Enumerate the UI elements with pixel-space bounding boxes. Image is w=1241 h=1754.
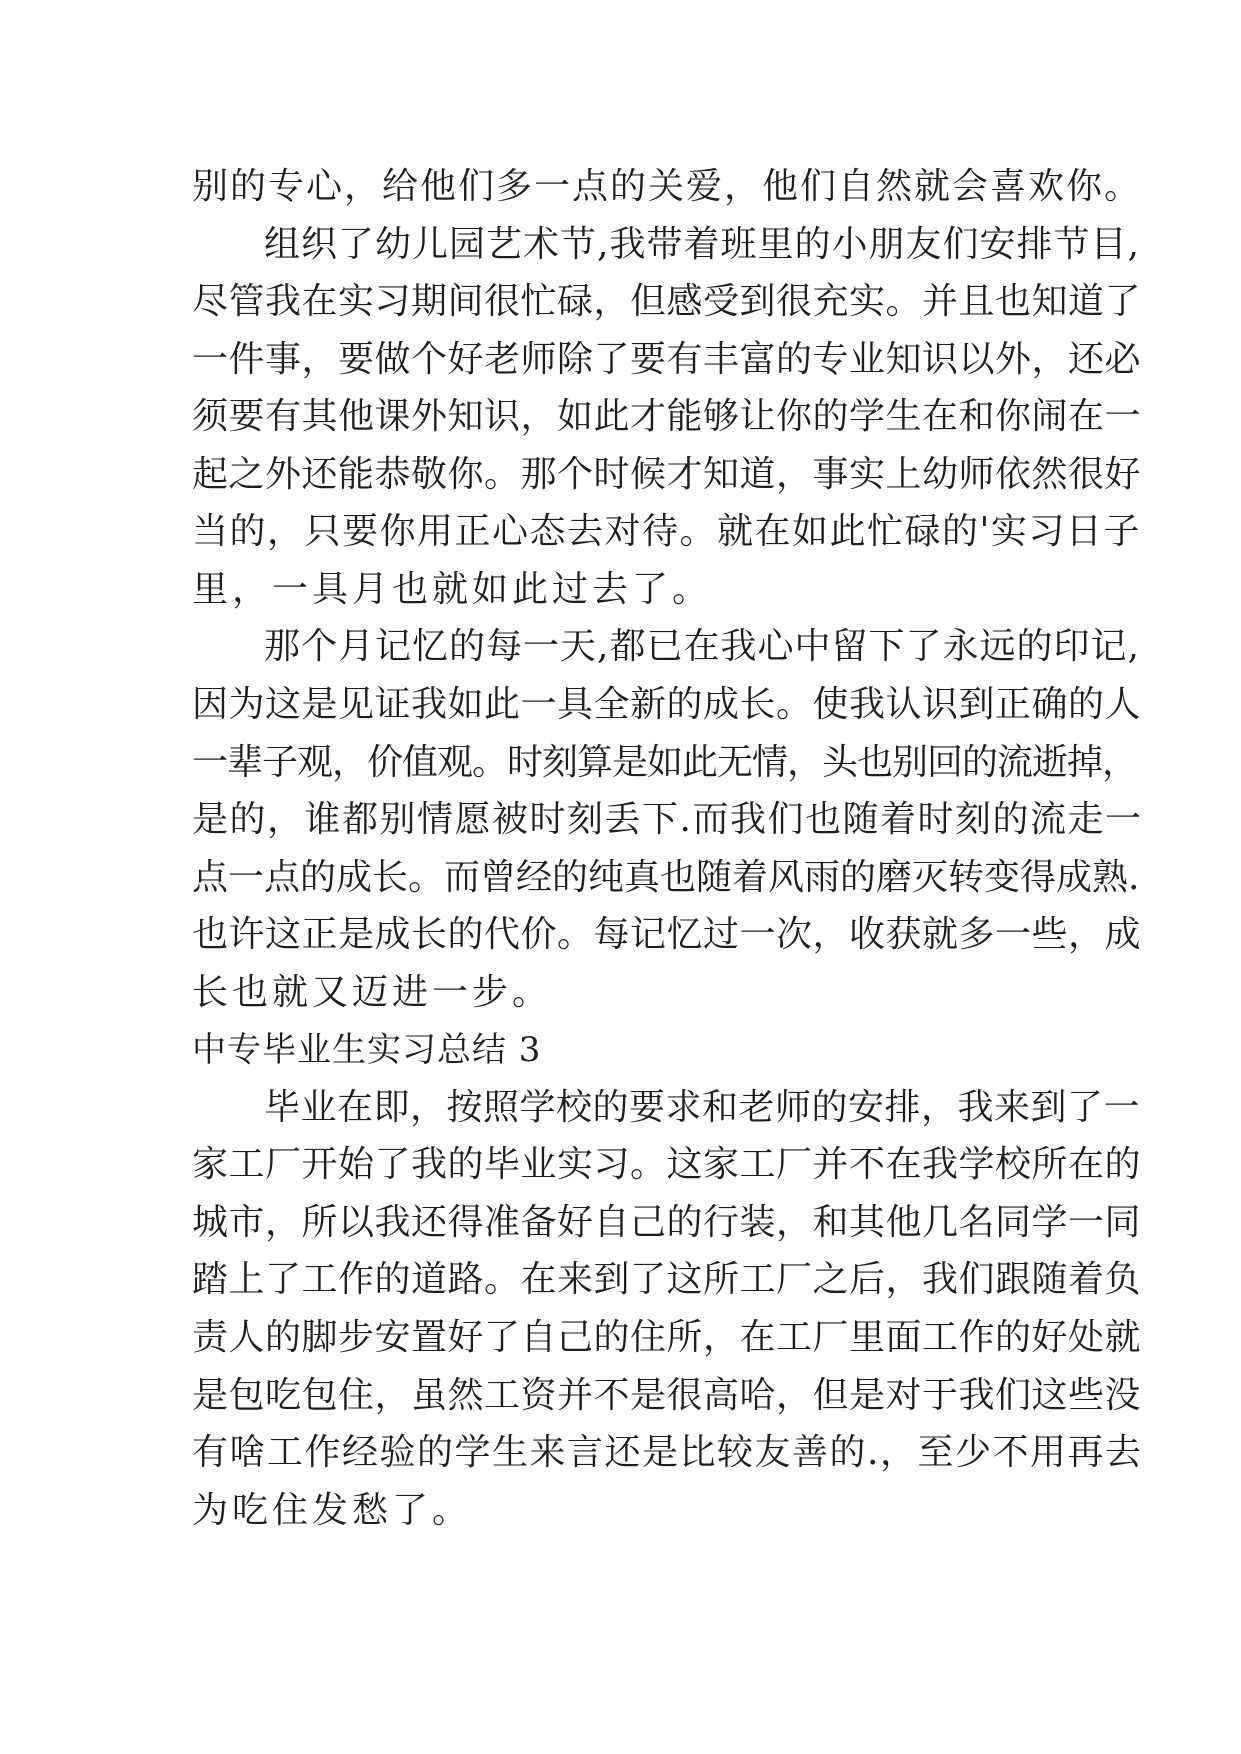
- text-line: 城市，所以我还得准备好自己的行装，和其他几名同学一同: [192, 1202, 1142, 1243]
- text-line: 点一点的成长。而曾经的纯真也随着风雨的磨灭转变得成熟.: [192, 857, 1140, 898]
- text-line: 一辈子观，价值观。时刻算是如此无情，头也别回的流逝掉，: [192, 742, 1138, 783]
- text-line: 为吃住发愁了。: [192, 1490, 473, 1531]
- paragraph-first-line: 组织了幼儿园艺术节,我带着班里的小朋友们安排节目,: [264, 224, 1140, 265]
- text-line: 踏上了工作的道路。在来到了这所工厂之后，我们跟随着负: [192, 1259, 1142, 1300]
- text-line: 是包吃包住，虽然工资并不是很高哈，但是对于我们这些没: [192, 1375, 1142, 1416]
- section-heading: 中专毕业生实习总结 3: [192, 1030, 542, 1070]
- text-line: 长也就又迈进一步。: [192, 972, 553, 1013]
- text-line: 是的，谁都别情愿被时刻丢下.而我们也随着时刻的流走一: [192, 799, 1143, 840]
- text-line: 因为这是见证我如此一具全新的成长。使我认识到正确的人: [192, 684, 1142, 725]
- text-line: 有啥工作经验的学生来言还是比较友善的.，至少不用再去: [192, 1432, 1143, 1473]
- text-line: 责人的脚步安置好了自己的住所，在工厂里面工作的好处就: [192, 1317, 1142, 1358]
- text-line: 里，一具月也就如此过去了。: [192, 569, 713, 610]
- text-line: 别的专心，给他们多一点的关爱，他们自然就会喜欢你。: [192, 166, 1143, 207]
- text-line: 尽管我在实习期间很忙碌，但感受到很充实。并且也知道了: [192, 281, 1142, 322]
- paragraph-first-line: 毕业在即，按照学校的要求和老师的安排，我来到了一: [264, 1087, 1141, 1128]
- text-line: 当的，只要你用正心态去对待。就在如此忙碌的'实习日子: [192, 511, 1141, 552]
- text-line: 一件事，要做个好老师除了要有丰富的专业知识以外，还必: [192, 339, 1142, 380]
- text-line: 也许这正是成长的代价。每记忆过一次，收获就多一些，成: [192, 914, 1142, 955]
- text-line: 家工厂开始了我的毕业实习。这家工厂并不在我学校所在的: [192, 1144, 1142, 1185]
- paragraph-first-line: 那个月记忆的每一天,都已在我心中留下了永远的印记,: [264, 626, 1140, 667]
- text-line: 须要有其他课外知识，如此才能够让你的学生在和你闹在一: [192, 396, 1142, 437]
- text-line: 起之外还能恭敬你。那个时候才知道，事实上幼师依然很好: [192, 454, 1142, 495]
